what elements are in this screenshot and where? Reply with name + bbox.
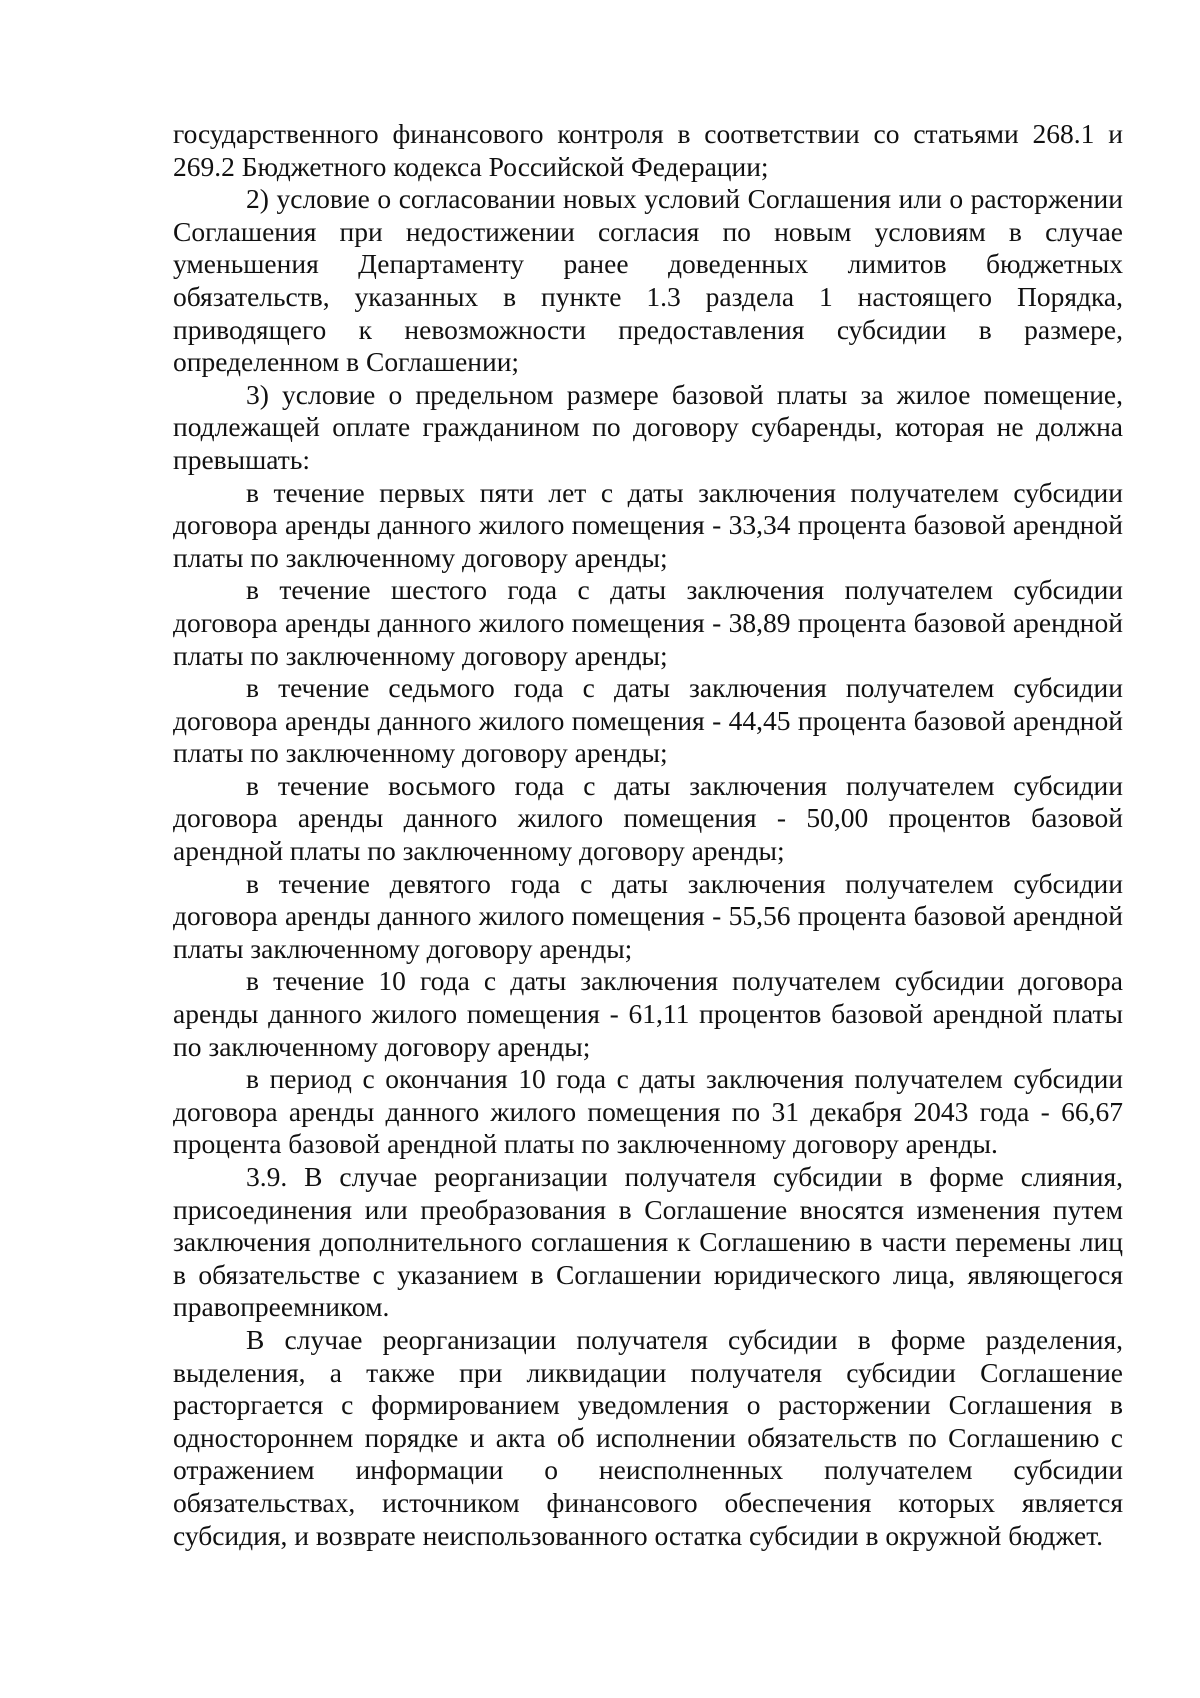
- paragraph-ninth-year: в течение девятого года с даты заключения получателем субсидии договора аренды данного жилого помещения - 55,56 процента базовой арендной платы заключенному договору аренды;: [173, 867, 1123, 964]
- document-page: [173, 118, 1123, 1552]
- paragraph-control-reference: государственного финансового контроля в соответствии со статьями 268.1 и 269.2 Бюджетного кодекса Российской Федерации;: [173, 118, 1123, 182]
- paragraph-condition-3: 3) условие о предельном размере базовой платы за жилое помещение, подлежащей оплате гражданином по договору субаренды, которая не должна превышать:: [173, 378, 1123, 475]
- paragraph-seventh-year: в течение седьмого года с даты заключения получателем субсидии договора аренды данного жилого помещения - 44,45 процента базовой арендной платы по заключенному договору аренды;: [173, 672, 1123, 769]
- paragraph-section-3-9: 3.9. В случае реорганизации получателя субсидии в форме слияния, присоединения или преобразования в Соглашение вносятся изменения путем заключения дополнительного соглашения к Соглашению в части перемены лиц в обязательстве с указанием в Соглашении юридического лица, являющегося правопреемником.: [173, 1161, 1123, 1323]
- paragraph-first-five-years: в течение первых пяти лет с даты заключения получателем субсидии договора аренды данного жилого помещения - 33,34 процента базовой арендной платы по заключенному договору аренды;: [173, 476, 1123, 573]
- paragraph-sixth-year: в течение шестого года с даты заключения получателем субсидии договора аренды данного жилого помещения - 38,89 процента базовой арендной платы по заключенному договору аренды;: [173, 574, 1123, 671]
- paragraph-condition-2: 2) условие о согласовании новых условий Соглашения или о расторжении Соглашения при недостижении согласия по новым условиям в случае уменьшения Департаменту ранее доведенных лимитов бюджетных обязательств, указанных в пункте 1.3 раздела 1 настоящего Порядка, приводящего к невозможности предоставления субсидии в размере, определенном в Соглашении;: [173, 183, 1123, 378]
- paragraph-eighth-year: в течение восьмого года с даты заключения получателем субсидии договора аренды данного жилого помещения - 50,00 процентов базовой арендной платы по заключенному договору аренды;: [173, 769, 1123, 867]
- paragraph-reorganization-termination: В случае реорганизации получателя субсидии в форме разделения, выделения, а также при ликвидации получателя субсидии Соглашение расторгается с формированием уведомления о расторжении Соглашения в одностороннем порядке и акта об исполнении обязательств по Соглашению с отражением информации о неисполненных получателем субсидии обязательствах, источником финансового обеспечения которых является субсидия, и возврате неиспользованного остатка субсидии в окружной бюджет.: [173, 1323, 1123, 1551]
- paragraph-after-tenth-year: в период с окончания 10 года с даты заключения получателем субсидии договора аренды данного жилого помещения по 31 декабря 2043 года - 66,67 процента базовой арендной платы по заключенному договору аренды.: [173, 1063, 1123, 1160]
- paragraph-tenth-year: в течение 10 года с даты заключения получателем субсидии договора аренды данного жилого помещения - 61,11 процентов базовой арендной платы по заключенному договору аренды;: [173, 965, 1123, 1062]
